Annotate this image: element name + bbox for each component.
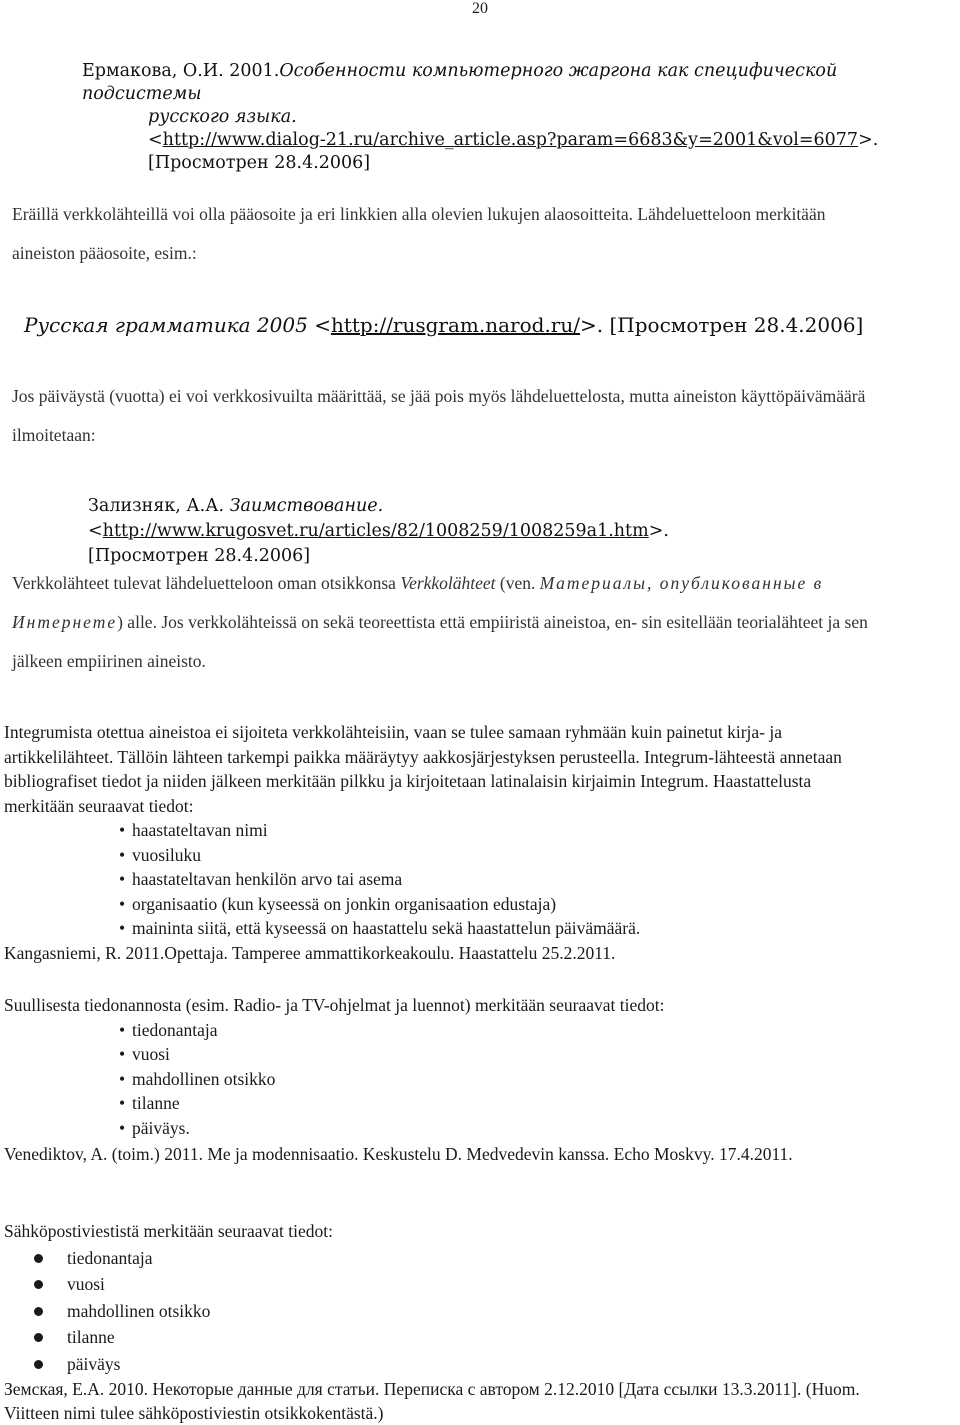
list-item: mahdollinen otsikko <box>4 1298 904 1325</box>
ref1-title-a: Особенности компьютерного жаргона как специфической подсистемы <box>82 61 838 104</box>
ref3-author: Зализняк, А.А. <box>88 496 230 516</box>
para3-part-e: ) alle. Jos verkkolähteissä on sekä teoreettista että empiiristä aineistoa, en- sin esitellään teorialähteet ja sen jälkeen empiirinen aineisto. <box>12 612 868 671</box>
ref1-line2 <box>82 106 960 175</box>
para3-heading-name: Verkkolähteet <box>400 573 496 593</box>
list-item: vuosi <box>4 1271 904 1298</box>
ref1-viewed: [Просмотрен 28.4.2006] <box>148 153 371 173</box>
para3-russian-heading: Материалы, опубликованные в Интернете <box>12 573 824 632</box>
list-item: • organisaatio (kun kyseessä on jonkin organisaation edustaja) <box>4 892 884 917</box>
interviews-list <box>4 818 884 941</box>
page-number: 20 <box>472 0 488 17</box>
list-item: • vuosi <box>4 1042 904 1067</box>
email-list <box>4 1245 904 1378</box>
ref2-viewed: [Просмотрен 28.4.2006] <box>609 313 864 337</box>
list-item: tiedonantaja <box>4 1245 904 1272</box>
email-example: Земская, Е.А. 2010. Некоторые данные для статьи. Переписка с автором 2.12.2010 [Дата ссылки 13.3.2011]. (Huom. Viitteen nimi tulee sähköpostiviestin otsikkokentästä.) <box>4 1379 860 1423</box>
para3-part-c: (ven. <box>495 573 540 593</box>
ref1-author: Ермакова, О.И. 2001. <box>82 61 280 81</box>
reference-zaliznyak <box>88 494 960 569</box>
ref1-url-open: < <box>148 130 163 150</box>
ref3-title: Заимствование. <box>229 496 384 516</box>
ref1-url-link[interactable]: http://www.dialog-21.ru/archive_article.asp?param=6683&y=2001&vol=6077 <box>162 130 859 150</box>
oral-intro: Suullisesta tiedonannosta (esim. Radio- ja TV-ohjelmat ja luennot) merkitään seuraavat tiedot: <box>4 995 665 1015</box>
para3-part-a: Verkkolähteet tulevat lähdeluetteloon oman otsikkonsa <box>12 573 401 593</box>
section-email <box>4 1218 904 1425</box>
list-item: • mahdollinen otsikko <box>4 1067 904 1092</box>
list-item: • haastateltavan nimi <box>4 818 884 843</box>
oral-example: Venediktov, A. (toim.) 2011. Me ja modennisaatio. Keskustelu D. Medvedevin kanssa. Echo Moskvy. 17.4.2011. <box>4 1144 793 1164</box>
interviews-example: Kangasniemi, R. 2011.Opettaja. Tamperee ammattikorkeakoulu. Haastattelu 25.2.2011. <box>4 942 616 963</box>
paragraph-main-address: Eräillä verkkolähteillä voi olla pääosoite ja eri linkkien alla olevien lukujen alaosoitteita. Lähdeluetteloon merkitään aineiston pääosoite, esim.: <box>12 204 826 263</box>
ref2-url-close: >. <box>580 313 610 337</box>
paragraph-web-sources <box>12 564 892 681</box>
section-interviews <box>4 720 884 965</box>
ref3-url-open: < <box>88 521 103 541</box>
ref3-url-close: >. <box>648 521 669 541</box>
ref2-url-link[interactable]: http://rusgram.narod.ru/ <box>330 313 580 337</box>
ref3-url-link[interactable]: http://www.krugosvet.ru/articles/82/1008259/1008259a1.htm <box>102 521 649 541</box>
ref1-title-b: русского языка. <box>148 107 297 127</box>
email-intro: Sähköpostiviestistä merkitään seuraavat tiedot: <box>4 1221 334 1241</box>
list-item: • maininta siitä, että kyseessä on haastattelu sekä haastattelun päivämäärä. <box>4 916 884 941</box>
ref1-url-close: >. <box>858 130 879 150</box>
ref3-viewed: [Просмотрен 28.4.2006] <box>88 546 311 566</box>
oral-list <box>4 1018 904 1141</box>
ref2-title: Русская грамматика 2005 <box>24 313 315 337</box>
list-item: • päiväys. <box>4 1116 904 1141</box>
ref2-url-open: < <box>314 313 331 337</box>
paragraph-no-date: Jos päiväystä (vuotta) ei voi verkkosivuilta määrittää, se jää pois myös lähdeluettelosta, mutta aineiston käyttöpäivämäärä ilmoitetaan: <box>12 386 866 445</box>
interviews-intro: Integrumista otettua aineistoa ei sijoiteta verkkolähteisiin, vaan se tulee samaan ryhmään kuin painetut kirja- ja artikkelilähteet. Tällöin lähteen tarkempi paikka määräytyy aakkosjärjestyksen perusteella. Integrum-lähteestä annetaan bibliografiset tiedot ja niiden jälkeen merkitään pilkku ja kirjoitetaan latinalaisin kirjaimin Integrum. Haastattelusta merkitään seuraavat tiedot: <box>4 722 842 816</box>
reference-rusgram <box>24 311 863 339</box>
list-item: • vuosiluku <box>4 843 884 868</box>
list-item: päiväys <box>4 1351 904 1378</box>
section-oral-communication <box>4 993 904 1169</box>
list-item: • tilanne <box>4 1091 904 1116</box>
reference-yermakova <box>82 60 960 175</box>
list-item: tilanne <box>4 1324 904 1351</box>
list-item: • tiedonantaja <box>4 1018 904 1043</box>
list-item: • haastateltavan henkilön arvo tai asema <box>4 867 884 892</box>
